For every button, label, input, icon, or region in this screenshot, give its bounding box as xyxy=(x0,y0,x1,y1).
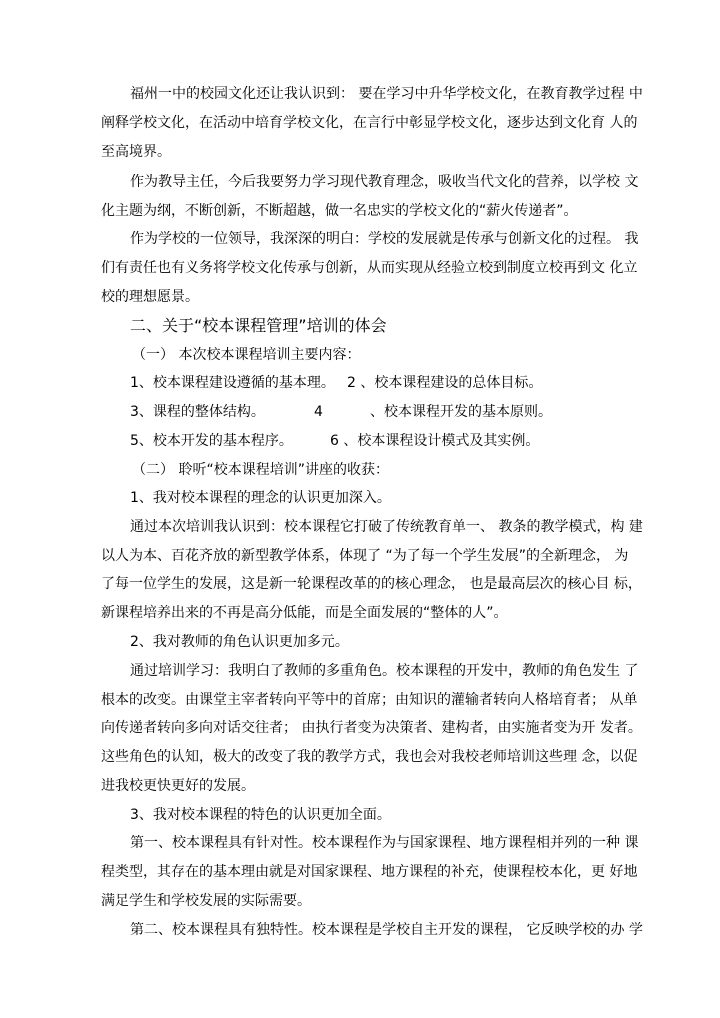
paragraph-line: 福州一中的校园文化还让我认识到： 要在学习中升华学校文化，在教育教学过程 中 xyxy=(130,86,643,102)
paragraph-line: 满足学生和学校发展的实际需要。 xyxy=(101,893,311,909)
paragraph-line: 通过培训学习：我明白了教师的多重角色。校本课程的开发中，教师的角色发生 了 xyxy=(130,663,639,679)
paragraph-line: 通过本次培训我认识到：校本课程它打破了传统教育单一、 教条的教学模式，构 建 xyxy=(130,519,643,535)
paragraph-line: 作为学校的一位领导，我深深的明白：学校的发展就是传承与创新文化的过程。 我 xyxy=(130,231,639,247)
subsection-title: （二） 聆听“校本课程培训”讲座的收获： xyxy=(132,462,389,478)
paragraph-line: 第二、校本课程具有独特性。校本课程是学校自主开发的课程， 它反映学校的办 学 xyxy=(130,922,643,938)
list-item: 6 、校本课程设计模式及其实例。 xyxy=(330,433,540,449)
list-item: 5、校本开发的基本程序。 xyxy=(130,433,293,449)
paragraph-line: 这些角色的认知，极大的改变了我的教学方式，我也会对我校老师培训这些理 念，以促 xyxy=(101,749,638,765)
paragraph-line: 校的理想愿景。 xyxy=(101,289,199,305)
paragraph-line: 化主题为纲，不断创新，不断超越，做一名忠实的学校文化的“薪火传递者”。 xyxy=(101,203,578,219)
list-item: 、校本课程开发的基本原则。 xyxy=(370,404,552,420)
list-item-number: 4 xyxy=(314,404,323,420)
paragraph-line: 作为教导主任，今后我要努力学习现代教育理念，吸收当代文化的营养，以学校 文 xyxy=(130,174,639,190)
paragraph-line: 程类型，其存在的基本理由就是对国家课程、地方课程的补充，使课程校本化，更 好地 xyxy=(101,864,638,880)
paragraph-line: 了每一位学生的发展，这是新一轮课程改革的的核心理念， 也是最高层次的核心目 标， xyxy=(101,576,642,592)
subsection-title: （一） 本次校本课程培训主要内容： xyxy=(132,347,361,363)
item-title: 2、我对教师的角色认识更加多元。 xyxy=(130,634,349,650)
item-title: 1、我对校本课程的理念的认识更加深入。 xyxy=(130,490,391,506)
section-heading: 二、关于“校本课程管理”培训的体会 xyxy=(130,316,387,335)
paragraph-line: 第一、校本课程具有针对性。校本课程作为与国家课程、地方课程相并列的一种 课 xyxy=(130,835,639,851)
paragraph-line: 向传递者转向多向对话交往者； 由执行者变为决策者、建构者，由实施者变为开 发者。 xyxy=(101,720,642,736)
paragraph-line: 们有责任也有义务将学校文化传承与创新，从而实现从经验立校到制度立校再到文 化立 xyxy=(101,260,638,276)
paragraph-line: 新课程培养出来的不再是高分低能，而是全面发展的“整体的人”。 xyxy=(101,605,508,621)
paragraph-line: 以人为本、百花齐放的新型教学体系，体现了 “为了每一个学生发展”的全新理念， 为 xyxy=(101,548,629,564)
list-item: 1、校本课程建设遵循的基本理。 xyxy=(130,375,335,391)
paragraph-line: 至高境界。 xyxy=(101,144,171,160)
paragraph-line: 根本的改变。由课堂主宰者转向平等中的首席；由知识的灌输者转向人格培育者； 从单 xyxy=(101,692,638,708)
list-item: 2 、校本课程建设的总体目标。 xyxy=(347,375,543,391)
item-title: 3、我对校本课程的特色的认识更加全面。 xyxy=(130,807,391,823)
paragraph-line: 进我校更快更好的发展。 xyxy=(101,778,255,794)
list-item: 3、课程的整体结构。 xyxy=(130,404,265,420)
paragraph-line: 阐释学校文化，在活动中培育学校文化，在言行中彰显学校文化，逐步达到文化育 人的 xyxy=(101,115,638,131)
